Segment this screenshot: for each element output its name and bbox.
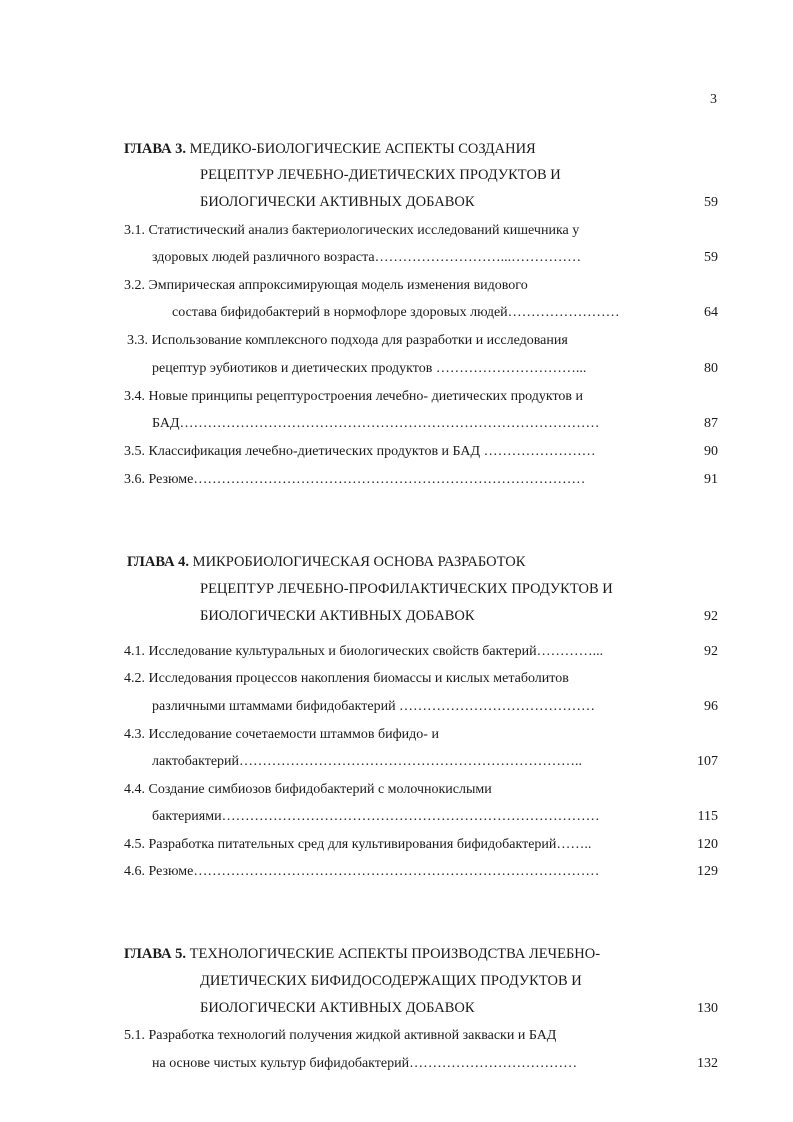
toc-entry-3-6-line-1: 3.6. Резюме………………………………………………………………………… bbox=[124, 472, 586, 487]
toc-entry-3-1-line-2: здоровых людей различного возраста………………………...…………… bbox=[152, 250, 582, 265]
chapter-3-page: 59 bbox=[704, 195, 718, 210]
chapter-4-title-line-2: РЕЦЕПТУР ЛЕЧЕБНО-ПРОФИЛАКТИЧЕСКИХ ПРОДУКТОВ И bbox=[200, 581, 613, 597]
toc-entry-4-6-line-1: 4.6. Резюме…………………………………………………………………………… bbox=[124, 864, 600, 879]
toc-entry-4-3-line-2: лактобактерий……………………………………………………………….. bbox=[152, 754, 583, 769]
toc-entry-4-5-line-1: 4.5. Разработка питательных сред для культивирования бифидобактерий…….. bbox=[124, 837, 592, 852]
toc-entry-3-1-line-1: 3.1. Статистический анализ бактериологических исследований кишечника у bbox=[124, 223, 580, 238]
toc-entry-4-2-line-1: 4.2. Исследования процессов накопления биомассы и кислых метаболитов bbox=[124, 671, 569, 686]
toc-entry-3-1-page: 59 bbox=[704, 250, 718, 265]
toc-entry-3-2-line-1: 3.2. Эмпирическая аппроксимирующая модель изменения видового bbox=[124, 278, 528, 293]
toc-entry-3-3-line-1: 3.3. Использование комплексного подхода для разработки и исследования bbox=[127, 333, 568, 348]
toc-entry-4-1-page: 92 bbox=[704, 644, 718, 659]
toc-entry-3-2-page: 64 bbox=[704, 305, 718, 320]
chapter-3-heading bbox=[124, 140, 536, 158]
toc-entry-4-2-page: 96 bbox=[704, 699, 718, 714]
toc-entry-3-5-line-1: 3.5. Классификация лечебно-диетических продуктов и БАД …………………… bbox=[124, 444, 596, 459]
toc-entry-4-1-line-1: 4.1. Исследование культуральных и биологических свойств бактерий…………... bbox=[124, 644, 604, 659]
chapter-5-label: ГЛАВА 5. bbox=[124, 946, 187, 962]
chapter-3-title-line-2: РЕЦЕПТУР ЛЕЧЕБНО-ДИЕТИЧЕСКИХ ПРОДУКТОВ И bbox=[200, 167, 561, 183]
toc-entry-3-4-line-2: БАД……………………………………………………………………………… bbox=[152, 416, 600, 431]
toc-entry-4-3-line-1: 4.3. Исследование сочетаемости штаммов бифидо- и bbox=[124, 727, 439, 742]
chapter-5-heading bbox=[124, 945, 600, 963]
chapter-5-title-line-1: ТЕХНОЛОГИЧЕСКИЕ АСПЕКТЫ ПРОИЗВОДСТВА ЛЕЧЕБНО- bbox=[189, 946, 601, 962]
toc-entry-4-4-line-2: бактериями……………………………………………………………………… bbox=[152, 809, 600, 824]
page-number: 3 bbox=[710, 92, 717, 107]
chapter-4-heading bbox=[127, 553, 525, 571]
toc-entry-5-1-line-1: 5.1. Разработка технологий получения жидкой активной закваски и БАД bbox=[124, 1028, 557, 1043]
chapter-5-title-line-2: ДИЕТИЧЕСКИХ БИФИДОСОДЕРЖАЩИХ ПРОДУКТОВ И bbox=[200, 973, 582, 989]
toc-entry-5-1-line-2: на основе чистых культур бифидобактерий……………………………… bbox=[152, 1056, 578, 1071]
chapter-4-page: 92 bbox=[704, 609, 718, 624]
toc-entry-4-6-page: 129 bbox=[697, 864, 718, 879]
toc-entry-3-5-page: 90 bbox=[704, 444, 718, 459]
chapter-3-title-line-1: МЕДИКО-БИОЛОГИЧЕСКИЕ АСПЕКТЫ СОЗДАНИЯ bbox=[189, 141, 536, 157]
chapter-4-title-line-1: МИКРОБИОЛОГИЧЕСКАЯ ОСНОВА РАЗРАБОТОК bbox=[192, 554, 526, 570]
toc-entry-4-4-page: 115 bbox=[697, 809, 718, 824]
toc-entry-5-1-page: 132 bbox=[697, 1056, 718, 1071]
toc-entry-4-4-line-1: 4.4. Создание симбиозов бифидобактерий с молочнокислыми bbox=[124, 782, 492, 797]
chapter-4-title-line-3: БИОЛОГИЧЕСКИ АКТИВНЫХ ДОБАВОК bbox=[200, 608, 475, 624]
toc-entry-3-6-page: 91 bbox=[704, 472, 718, 487]
toc-entry-3-3-page: 80 bbox=[704, 361, 718, 376]
toc-entry-3-4-line-1: 3.4. Новые принципы рецептуростроения лечебно- диетических продуктов и bbox=[124, 389, 584, 404]
toc-entry-4-2-line-2: различными штаммами бифидобактерий …………………………………… bbox=[152, 699, 596, 714]
chapter-5-page: 130 bbox=[697, 1001, 718, 1016]
toc-entry-3-3-line-2: рецептур эубиотиков и диетических продуктов …………………………... bbox=[152, 361, 587, 376]
chapter-3-title-line-3: БИОЛОГИЧЕСКИ АКТИВНЫХ ДОБАВОК bbox=[200, 194, 475, 210]
chapter-5-title-line-3: БИОЛОГИЧЕСКИ АКТИВНЫХ ДОБАВОК bbox=[200, 1000, 475, 1016]
toc-entry-4-3-page: 107 bbox=[697, 754, 718, 769]
chapter-3-label: ГЛАВА 3. bbox=[124, 141, 187, 157]
toc-entry-3-4-page: 87 bbox=[704, 416, 718, 431]
toc-entry-4-5-page: 120 bbox=[697, 837, 718, 852]
chapter-4-label: ГЛАВА 4. bbox=[127, 554, 190, 570]
toc-entry-3-2-line-2: состава бифидобактерий в нормофлоре здоровых людей…………………… bbox=[172, 305, 620, 320]
